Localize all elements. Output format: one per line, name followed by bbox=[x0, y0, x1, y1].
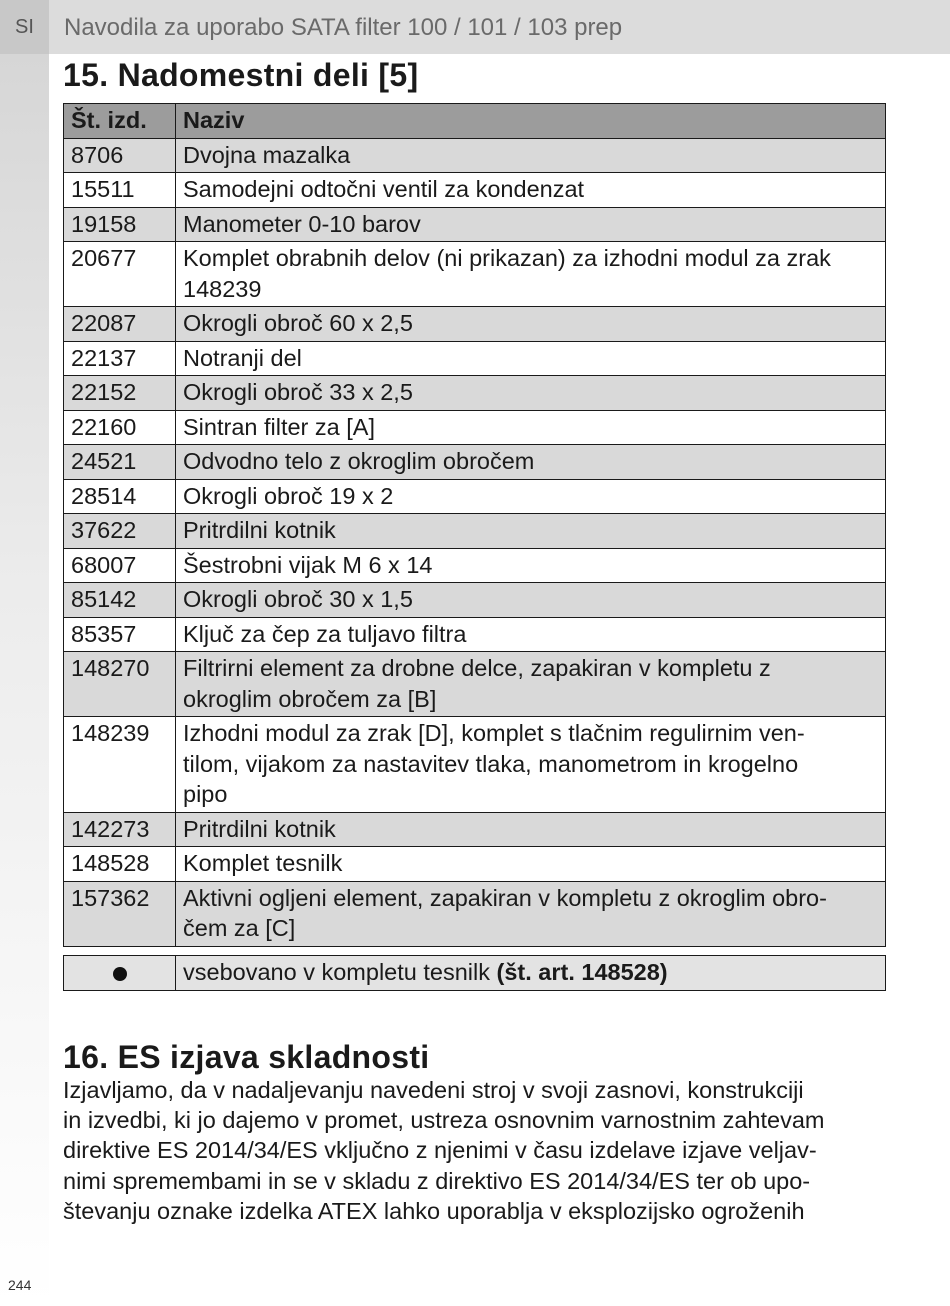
part-name-line: Okrogli obroč 33 x 2,5 bbox=[183, 379, 413, 405]
part-name-line: Okrogli obroč 30 x 1,5 bbox=[183, 586, 413, 612]
legend-symbol-cell bbox=[64, 956, 176, 991]
table-row bbox=[64, 812, 886, 847]
part-name-line: Samodejni odtočni ventil za kondenzat bbox=[183, 176, 585, 202]
article-number-cell: 24521 bbox=[64, 445, 176, 480]
page-number: 244 bbox=[8, 1277, 32, 1293]
part-name-line: Okrogli obroč 60 x 2,5 bbox=[183, 310, 413, 336]
article-number-cell: 142273 bbox=[64, 812, 176, 847]
part-name-line: Izhodni modul za zrak [D], komplet s tlačnim regulirnim ven- bbox=[183, 720, 805, 746]
part-name-cell bbox=[176, 173, 886, 208]
article-number-cell: 28514 bbox=[64, 479, 176, 514]
article-number-cell: 22137 bbox=[64, 341, 176, 376]
part-name-cell bbox=[176, 812, 886, 847]
part-name-cell bbox=[176, 307, 886, 342]
table-row bbox=[64, 138, 886, 173]
section-15-heading: 15. Nadomestni deli [5] bbox=[63, 57, 419, 93]
article-number-cell: 20677 bbox=[64, 242, 176, 307]
article-number-cell: 22152 bbox=[64, 376, 176, 411]
table-row bbox=[64, 410, 886, 445]
article-number-cell: 22087 bbox=[64, 307, 176, 342]
part-name-cell bbox=[176, 479, 886, 514]
table-row bbox=[64, 207, 886, 242]
declaration-paragraph bbox=[63, 1075, 893, 1226]
part-name-line: pipo bbox=[183, 781, 228, 807]
document-title: Navodila za uporabo SATA filter 100 / 101 / 103 prep bbox=[64, 14, 623, 41]
paragraph-line: direktive ES 2014/34/ES vključno z njenimi v času izdelave izjave veljav- bbox=[63, 1137, 817, 1164]
legend-article-no: (št. art. 148528) bbox=[496, 959, 668, 985]
part-name-line: Filtrirni element za drobne delce, zapakiran v kompletu z bbox=[183, 655, 771, 681]
legend-row bbox=[64, 956, 886, 991]
paragraph-line: števanju oznake izdelka ATEX lahko uporablja v eksplozijsko ogroženih bbox=[63, 1197, 805, 1224]
article-number-cell: 85357 bbox=[64, 617, 176, 652]
article-number-cell: 8706 bbox=[64, 138, 176, 173]
part-name-line: Ključ za čep za tuljavo filtra bbox=[183, 620, 467, 647]
part-name-cell bbox=[176, 652, 886, 717]
part-name-cell bbox=[176, 341, 886, 376]
article-number-cell: 37622 bbox=[64, 514, 176, 549]
part-name-cell bbox=[176, 847, 886, 882]
table-row bbox=[64, 173, 886, 208]
part-name-line: tilom, vijakom za nastavitev tlaka, manometrom in krogelno bbox=[183, 750, 799, 777]
table-row bbox=[64, 242, 886, 307]
table-row bbox=[64, 376, 886, 411]
part-name-cell bbox=[176, 138, 886, 173]
legend-text-cell bbox=[176, 956, 886, 991]
column-header-article-no: Št. izd. bbox=[64, 104, 176, 139]
part-name-line: Notranji del bbox=[183, 344, 302, 371]
article-number-cell: 85142 bbox=[64, 583, 176, 618]
table-row bbox=[64, 479, 886, 514]
part-name-cell bbox=[176, 717, 886, 813]
section-16-heading: 16. ES izjava skladnosti bbox=[63, 1039, 430, 1075]
article-number-cell: 19158 bbox=[64, 207, 176, 242]
table-row bbox=[64, 847, 886, 882]
part-name-line: Sintran filter za [A] bbox=[183, 413, 375, 440]
part-name-line: čem za [C] bbox=[183, 915, 296, 941]
part-name-line: Pritrdilni kotnik bbox=[183, 517, 336, 543]
part-name-line: 148239 bbox=[183, 275, 262, 302]
article-number-cell: 157362 bbox=[64, 881, 176, 946]
part-name-line: Pritrdilni kotnik bbox=[183, 815, 336, 842]
part-name-line: Dvojna mazalka bbox=[183, 141, 351, 168]
part-name-cell bbox=[176, 548, 886, 583]
paragraph-line: nimi spremembami in se v skladu z direktivo ES 2014/34/ES ter ob upo- bbox=[63, 1167, 811, 1194]
legend-table bbox=[63, 955, 886, 991]
article-number-cell: 148528 bbox=[64, 847, 176, 882]
part-name-line: Komplet tesnilk bbox=[183, 850, 343, 876]
column-header-name: Naziv bbox=[176, 104, 886, 139]
table-row bbox=[64, 341, 886, 376]
article-number-cell: 15511 bbox=[64, 173, 176, 208]
part-name-cell bbox=[176, 207, 886, 242]
part-name-line: Komplet obrabnih delov (ni prikazan) za izhodni modul za zrak bbox=[183, 245, 831, 271]
part-name-line: Manometer 0-10 barov bbox=[183, 210, 421, 237]
side-margin-band bbox=[0, 0, 49, 1306]
language-tab: SI bbox=[0, 0, 49, 54]
part-name-cell bbox=[176, 881, 886, 946]
legend-text: vsebovano v kompletu tesnilk bbox=[183, 959, 497, 985]
table-row bbox=[64, 717, 886, 813]
table-row bbox=[64, 548, 886, 583]
part-name-cell bbox=[176, 410, 886, 445]
page-header bbox=[0, 0, 950, 54]
table-row bbox=[64, 514, 886, 549]
table-row bbox=[64, 652, 886, 717]
article-number-cell: 22160 bbox=[64, 410, 176, 445]
part-name-cell bbox=[176, 242, 886, 307]
table-row bbox=[64, 881, 886, 946]
table-header-row bbox=[64, 104, 886, 139]
part-name-cell bbox=[176, 583, 886, 618]
part-name-cell bbox=[176, 376, 886, 411]
part-name-line: Odvodno telo z okroglim obročem bbox=[183, 448, 535, 474]
part-name-line: okroglim obročem za [B] bbox=[183, 685, 437, 712]
spare-parts-rows bbox=[64, 138, 886, 946]
bullet-icon bbox=[113, 967, 127, 981]
table-row bbox=[64, 307, 886, 342]
table-row bbox=[64, 617, 886, 652]
article-number-cell: 68007 bbox=[64, 548, 176, 583]
part-name-cell bbox=[176, 445, 886, 480]
part-name-cell bbox=[176, 617, 886, 652]
paragraph-line: in izvedbi, ki jo dajemo v promet, ustreza osnovnim varnostnim zahtevam bbox=[63, 1107, 825, 1134]
part-name-line: Okrogli obroč 19 x 2 bbox=[183, 482, 394, 509]
part-name-cell bbox=[176, 514, 886, 549]
table-row bbox=[64, 583, 886, 618]
part-name-line: Šestrobni vijak M 6 x 14 bbox=[183, 551, 433, 578]
paragraph-line: Izjavljamo, da v nadaljevanju navedeni stroj v svoji zasnovi, konstrukciji bbox=[63, 1077, 804, 1103]
article-number-cell: 148270 bbox=[64, 652, 176, 717]
part-name-line: Aktivni ogljeni element, zapakiran v kompletu z okroglim obro- bbox=[183, 884, 827, 911]
article-number-cell: 148239 bbox=[64, 717, 176, 813]
table-row bbox=[64, 445, 886, 480]
spare-parts-table bbox=[63, 103, 886, 947]
